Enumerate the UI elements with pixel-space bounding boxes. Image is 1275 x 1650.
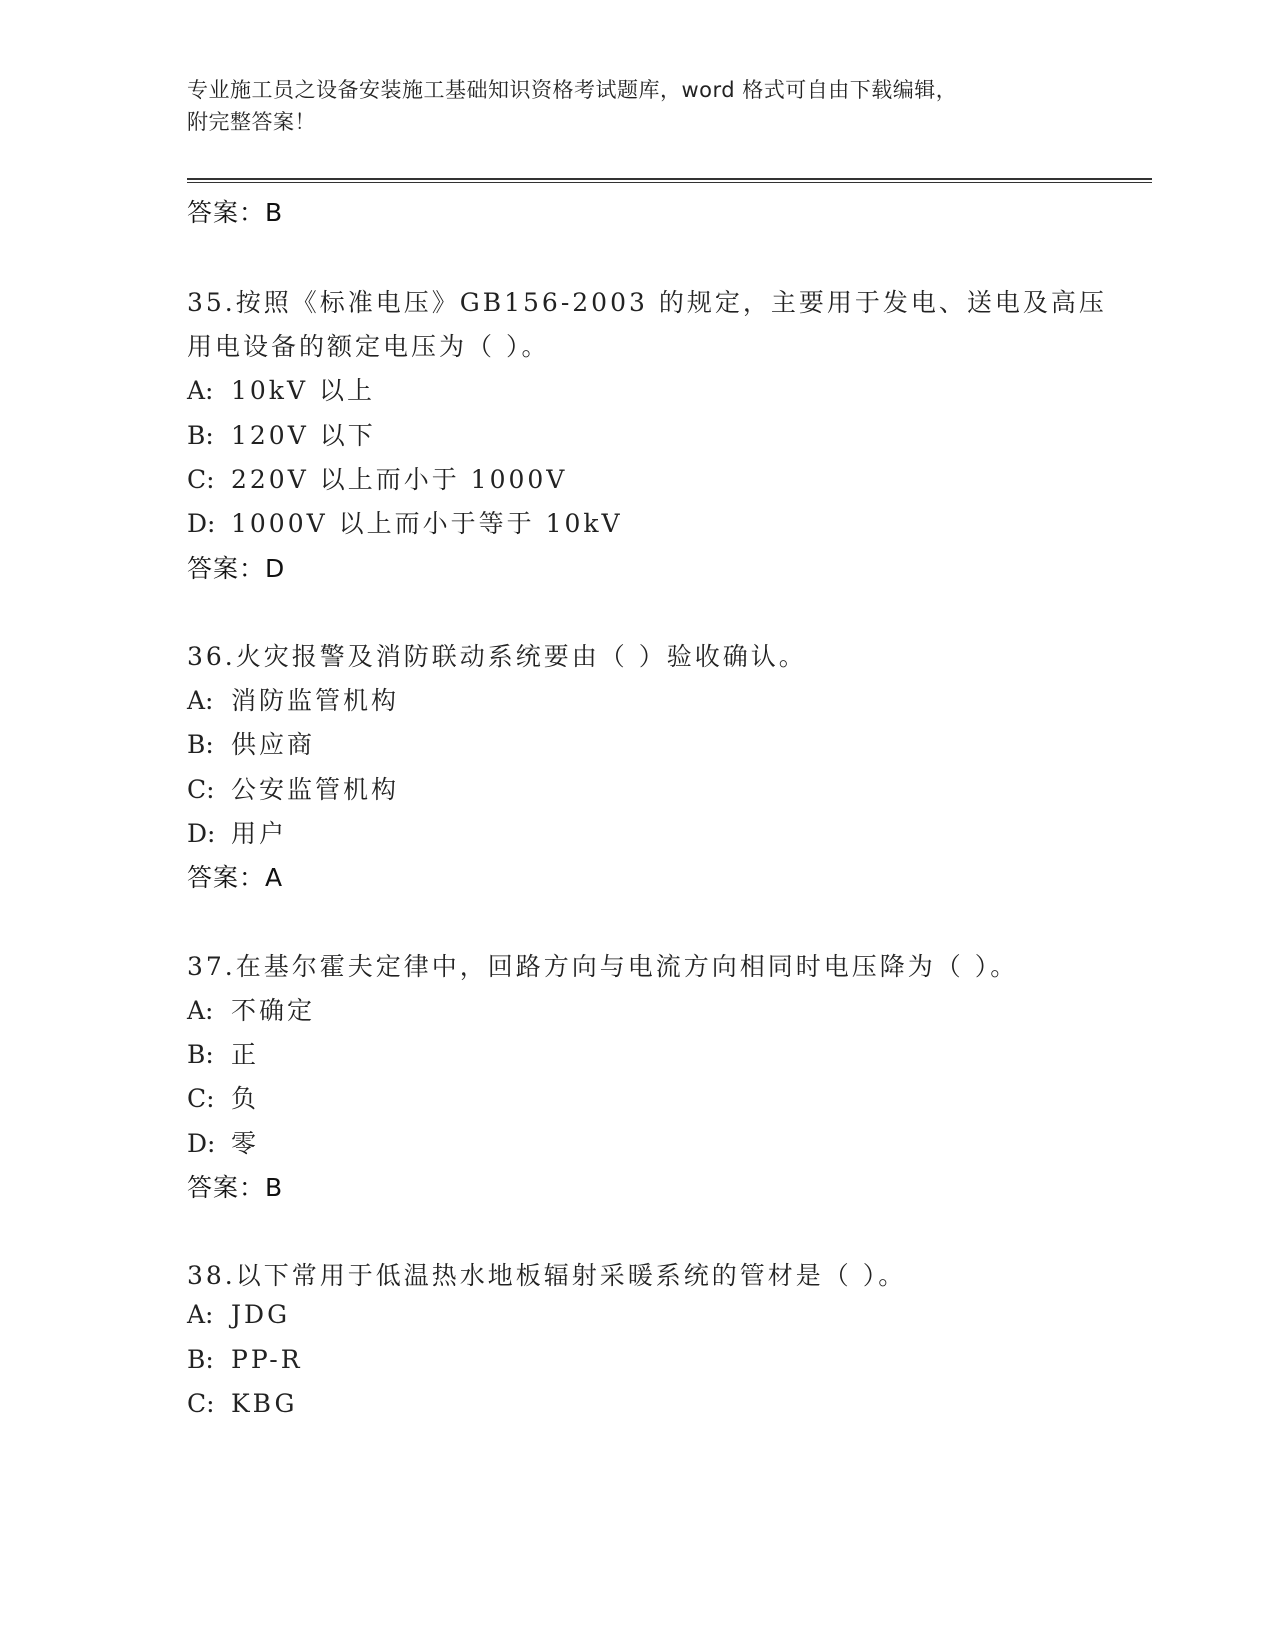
- question-stem: 37.在基尔霍夫定律中，回路方向与电流方向相同时电压降为（ ）。: [187, 952, 1019, 981]
- option-letter: C:: [187, 465, 215, 494]
- answer-37: 答案：B: [187, 1173, 284, 1202]
- header-divider: [187, 178, 1152, 183]
- option-letter: B:: [187, 730, 214, 759]
- option-text: 供应商: [231, 730, 316, 759]
- option-text: 10kV 以上: [231, 376, 375, 405]
- question-stem: 35.按照《标准电压》GB156-2003 的规定，主要用于发电、送电及高压: [187, 288, 1107, 317]
- option-letter: D:: [187, 819, 216, 848]
- option-a: [187, 991, 315, 1027]
- option-text: KBG: [231, 1389, 298, 1418]
- option-a: [187, 371, 375, 407]
- option-letter: C:: [187, 775, 215, 804]
- option-text: 220V 以上而小于 1000V: [231, 465, 568, 494]
- option-text: 正: [231, 1040, 260, 1069]
- option-a: [187, 681, 399, 717]
- option-text: PP-R: [231, 1345, 303, 1374]
- option-text: 消防监管机构: [231, 686, 400, 715]
- answer-35: 答案：D: [187, 554, 286, 583]
- option-text: 用户: [231, 819, 288, 848]
- option-text: 不确定: [231, 996, 316, 1025]
- option-letter: D:: [187, 1129, 216, 1158]
- option-letter: C:: [187, 1084, 215, 1113]
- answer-34: 答案：B: [187, 198, 284, 227]
- option-letter: B:: [187, 1345, 214, 1374]
- option-text: 负: [231, 1084, 260, 1113]
- question-stem: 用电设备的额定电压为（ ）。: [187, 332, 550, 361]
- option-letter: A:: [187, 1300, 214, 1329]
- option-letter: B:: [187, 1040, 214, 1069]
- option-b: [187, 1345, 303, 1374]
- option-b: [187, 416, 376, 452]
- option-text: 1000V 以上而小于等于 10kV: [231, 509, 623, 538]
- option-c: [187, 1079, 259, 1115]
- option-letter: C:: [187, 1389, 215, 1418]
- option-c: [187, 1389, 297, 1418]
- question-stem: 38.以下常用于低温热水地板辐射采暖系统的管材是（ ）。: [187, 1261, 907, 1290]
- header-line-2: 附完整答案！: [187, 110, 316, 134]
- option-b: [187, 725, 315, 761]
- option-text: 120V 以下: [231, 421, 376, 450]
- answer-36: 答案：A: [187, 863, 284, 892]
- option-c: [187, 460, 567, 496]
- option-b: [187, 1035, 259, 1071]
- option-text: 公安监管机构: [231, 775, 400, 804]
- option-d: [187, 504, 623, 540]
- option-d: [187, 814, 287, 850]
- question-stem: 36.火灾报警及消防联动系统要由（ ）验收确认。: [187, 642, 807, 671]
- document-header: [187, 74, 1087, 138]
- option-letter: D:: [187, 509, 216, 538]
- option-letter: A:: [187, 376, 214, 405]
- option-c: [187, 770, 399, 806]
- option-d: [187, 1124, 259, 1160]
- option-letter: A:: [187, 686, 214, 715]
- option-text: JDG: [231, 1300, 291, 1329]
- option-text: 零: [231, 1129, 260, 1158]
- option-letter: B:: [187, 421, 214, 450]
- option-a: [187, 1300, 290, 1329]
- option-letter: A:: [187, 996, 214, 1025]
- header-line-1: 专业施工员之设备安装施工基础知识资格考试题库，word 格式可自由下载编辑，: [187, 78, 958, 102]
